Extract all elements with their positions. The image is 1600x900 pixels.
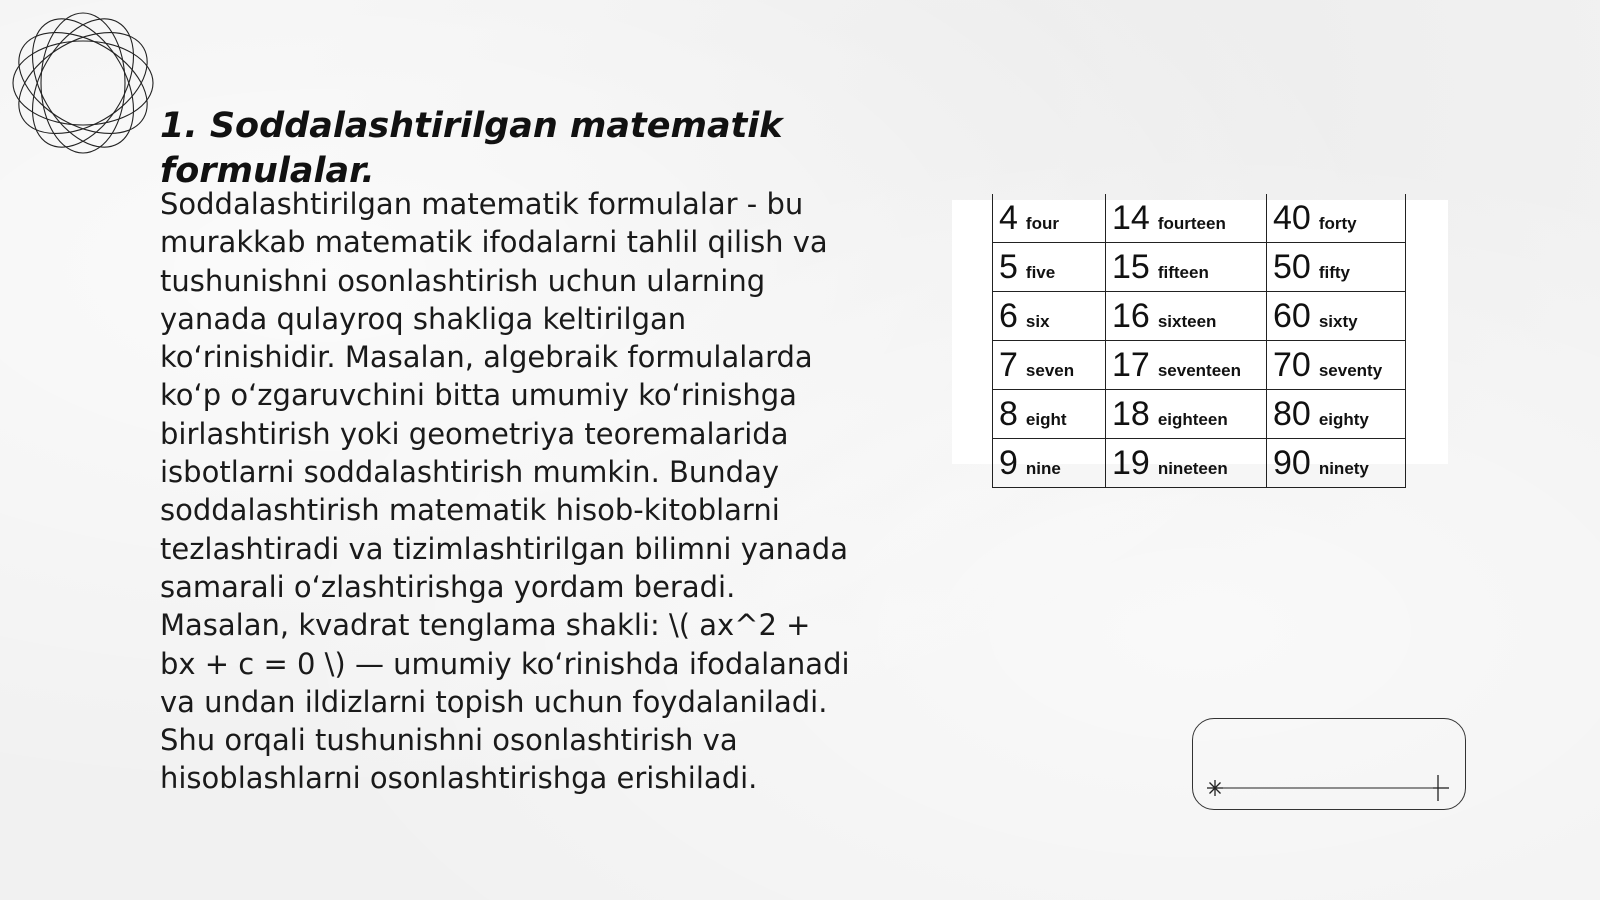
number-word: eighteen — [1157, 409, 1228, 429]
numbers-table-cell — [993, 390, 1106, 439]
number-digit: 60 — [1273, 296, 1311, 335]
number-digit: 90 — [1273, 443, 1311, 482]
number-word: eighty — [1318, 409, 1369, 429]
number-digit: 70 — [1273, 345, 1311, 384]
number-word: sixty — [1318, 311, 1358, 331]
number-word: five — [1025, 262, 1056, 282]
numbers-table-cell — [993, 194, 1106, 243]
numbers-table-cell — [1106, 194, 1267, 243]
numbers-table-row — [993, 243, 1406, 292]
numbers-table-cell — [1106, 439, 1267, 488]
number-word: fifteen — [1157, 262, 1209, 282]
number-digit: 15 — [1112, 247, 1150, 286]
number-word: fourteen — [1157, 213, 1226, 233]
numbers-table-row — [993, 194, 1406, 243]
number-word: sixteen — [1157, 311, 1217, 331]
numbers-table-row — [993, 292, 1406, 341]
slide-title: 1. Soddalashtirilgan matematik formulalar. — [160, 106, 783, 191]
number-digit: 7 — [999, 345, 1018, 384]
number-digit: 40 — [1273, 198, 1311, 237]
numbers-table-cell — [1267, 390, 1406, 439]
slide-body-text: Soddalashtirilgan matematik formulalar - bu murakkab matematik ifodalarni tahlil qilish va tushunishni osonlashtirish uchun ularning yanada qulayroq shakliga keltirilgan ko‘rinishidir. Masalan, algebraik formulalarda ko‘p o‘zgaruvchini bitta umumiy ko‘rinishga birlashtirish yoki geometriya teoremalarida isbotlarni soddalashtirish mumkin. Bunday soddalashtirish matematik hisob-kitoblarni tezlashtiradi va tizimlashtirilgan bilimni yanada samarali o‘zlashtirishga yordam beradi. Masalan, kvadrat tenglama shakli: \( ax^2 + bx + c = 0 \) — umumiy ko‘rinishda ifodalanadi va undan ildizlarni topish uchun foydalaniladi. Shu orqali tushunishni osonlashtirish va hisoblashlarni osonlashtirishga erishiladi. — [160, 187, 850, 796]
number-word: nineteen — [1157, 458, 1228, 478]
number-digit: 14 — [1112, 198, 1150, 237]
numbers-table-cell — [1267, 194, 1406, 243]
numbers-table-image — [952, 198, 1448, 482]
number-digit: 19 — [1112, 443, 1150, 482]
spirograph-icon — [8, 8, 158, 158]
number-word: seventy — [1318, 360, 1383, 380]
number-word: forty — [1318, 213, 1357, 233]
number-word: seven — [1025, 360, 1075, 380]
number-word: ninety — [1318, 458, 1369, 478]
number-digit: 4 — [999, 198, 1018, 237]
numbers-table-cell — [1106, 292, 1267, 341]
number-digit: 80 — [1273, 394, 1311, 433]
number-word: four — [1025, 213, 1059, 233]
numbers-table-row — [993, 439, 1406, 488]
numbers-table-cell — [1267, 292, 1406, 341]
numbers-table-cell — [1267, 243, 1406, 292]
numbers-table-row — [993, 341, 1406, 390]
number-digit: 17 — [1112, 345, 1150, 384]
sparkle-icon — [1207, 780, 1223, 796]
number-word: nine — [1025, 458, 1061, 478]
numbers-table-cell — [1106, 341, 1267, 390]
number-word: eight — [1025, 409, 1067, 429]
numbers-table-cell — [1106, 243, 1267, 292]
number-digit: 5 — [999, 247, 1018, 286]
cross-star-icon — [1433, 775, 1449, 801]
numbers-table-cell — [1267, 341, 1406, 390]
numbers-table-cell — [993, 243, 1106, 292]
number-digit: 50 — [1273, 247, 1311, 286]
number-digit: 16 — [1112, 296, 1150, 335]
decorative-rule-box — [1192, 718, 1466, 810]
number-word: fifty — [1318, 262, 1350, 282]
number-word: six — [1025, 311, 1050, 331]
number-digit: 6 — [999, 296, 1018, 335]
number-digit: 8 — [999, 394, 1018, 433]
number-digit: 18 — [1112, 394, 1150, 433]
numbers-table-row — [993, 390, 1406, 439]
numbers-table-cell — [993, 341, 1106, 390]
number-word: seventeen — [1157, 360, 1241, 380]
numbers-table-cell — [993, 292, 1106, 341]
numbers-table-cell — [1267, 439, 1406, 488]
decorative-rule-line — [1193, 719, 1465, 809]
numbers-table-cell — [1106, 390, 1267, 439]
numbers-table — [992, 194, 1406, 488]
numbers-table-cell — [993, 439, 1106, 488]
number-digit: 9 — [999, 443, 1018, 482]
